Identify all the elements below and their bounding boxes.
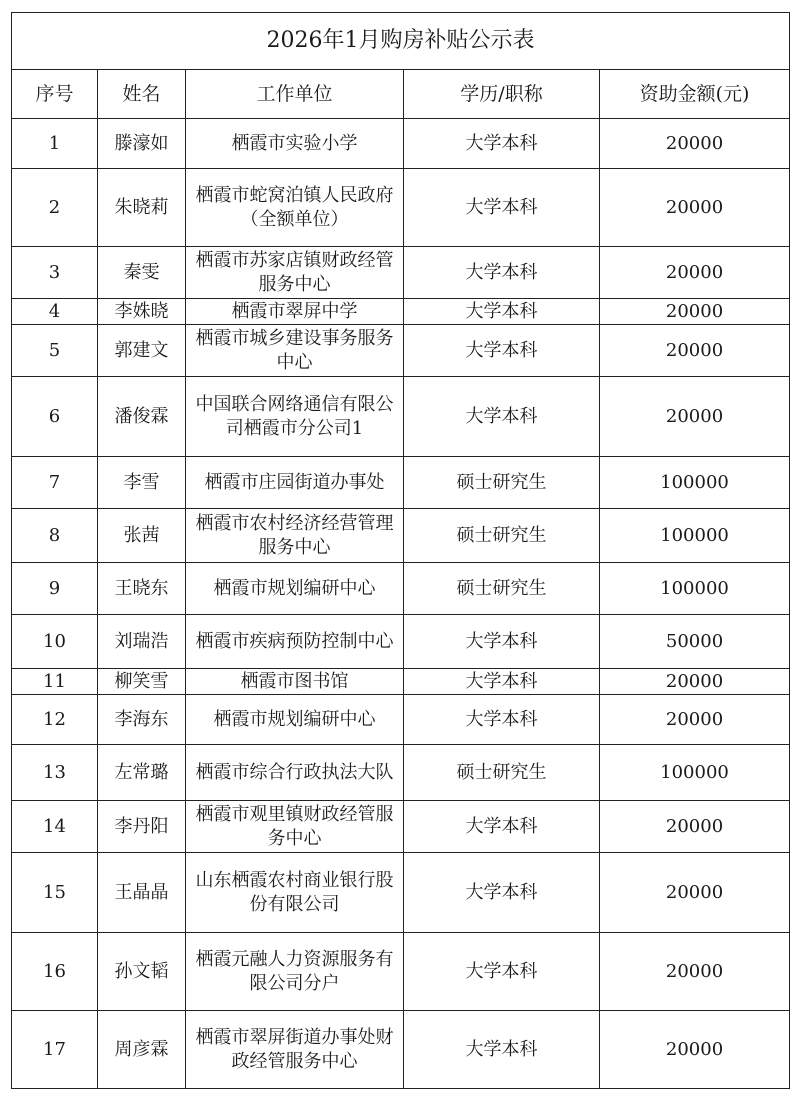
cell-education: 硕士研究生 — [404, 563, 600, 615]
table-row — [12, 669, 790, 695]
cell-amount: 20000 — [600, 119, 790, 169]
cell-amount: 20000 — [600, 853, 790, 933]
cell-index: 14 — [12, 801, 98, 853]
cell-amount: 20000 — [600, 169, 790, 247]
cell-unit: 栖霞市图书馆 — [186, 669, 404, 695]
cell-education: 大学本科 — [404, 377, 600, 457]
table-row — [12, 299, 790, 325]
col-header-education: 学历/职称 — [404, 70, 600, 119]
cell-name: 王晓东 — [98, 563, 186, 615]
table-row — [12, 1011, 790, 1089]
cell-unit: 山东栖霞农村商业银行股份有限公司 — [186, 853, 404, 933]
cell-unit: 栖霞市实验小学 — [186, 119, 404, 169]
table-row — [12, 247, 790, 299]
cell-index: 11 — [12, 669, 98, 695]
cell-education: 大学本科 — [404, 669, 600, 695]
col-header-amount: 资助金额(元) — [600, 70, 790, 119]
cell-amount: 100000 — [600, 563, 790, 615]
cell-index: 12 — [12, 695, 98, 745]
cell-unit: 栖霞市城乡建设事务服务中心 — [186, 325, 404, 377]
col-header-name: 姓名 — [98, 70, 186, 119]
cell-education: 硕士研究生 — [404, 745, 600, 801]
table-row — [12, 695, 790, 745]
cell-education: 大学本科 — [404, 933, 600, 1011]
cell-index: 15 — [12, 853, 98, 933]
cell-index: 17 — [12, 1011, 98, 1089]
cell-index: 10 — [12, 615, 98, 669]
cell-amount: 20000 — [600, 933, 790, 1011]
cell-amount: 20000 — [600, 299, 790, 325]
cell-education: 硕士研究生 — [404, 509, 600, 563]
cell-unit: 栖霞元融人力资源服务有限公司分户 — [186, 933, 404, 1011]
cell-name: 李丹阳 — [98, 801, 186, 853]
cell-amount: 20000 — [600, 325, 790, 377]
cell-unit: 栖霞市规划编研中心 — [186, 563, 404, 615]
table-row — [12, 169, 790, 247]
cell-education: 大学本科 — [404, 247, 600, 299]
cell-amount: 20000 — [600, 669, 790, 695]
cell-index: 6 — [12, 377, 98, 457]
table-row — [12, 563, 790, 615]
cell-index: 1 — [12, 119, 98, 169]
cell-amount: 100000 — [600, 745, 790, 801]
cell-unit: 栖霞市农村经济经营管理服务中心 — [186, 509, 404, 563]
cell-name: 潘俊霖 — [98, 377, 186, 457]
cell-name: 滕濠如 — [98, 119, 186, 169]
table-row — [12, 325, 790, 377]
col-header-unit: 工作单位 — [186, 70, 404, 119]
cell-amount: 20000 — [600, 1011, 790, 1089]
cell-unit: 栖霞市翠屏街道办事处财政经管服务中心 — [186, 1011, 404, 1089]
cell-education: 大学本科 — [404, 169, 600, 247]
table-row — [12, 933, 790, 1011]
cell-amount: 50000 — [600, 615, 790, 669]
cell-index: 9 — [12, 563, 98, 615]
cell-amount: 100000 — [600, 457, 790, 509]
cell-index: 7 — [12, 457, 98, 509]
cell-education: 大学本科 — [404, 695, 600, 745]
cell-amount: 100000 — [600, 509, 790, 563]
cell-name: 王晶晶 — [98, 853, 186, 933]
cell-education: 硕士研究生 — [404, 457, 600, 509]
cell-education: 大学本科 — [404, 119, 600, 169]
cell-name: 郭建文 — [98, 325, 186, 377]
cell-education: 大学本科 — [404, 325, 600, 377]
cell-unit: 栖霞市疾病预防控制中心 — [186, 615, 404, 669]
cell-unit: 栖霞市蛇窝泊镇人民政府（全额单位） — [186, 169, 404, 247]
cell-unit: 栖霞市苏家店镇财政经管服务中心 — [186, 247, 404, 299]
cell-education: 大学本科 — [404, 801, 600, 853]
cell-name: 李姝晓 — [98, 299, 186, 325]
cell-amount: 20000 — [600, 695, 790, 745]
cell-education: 大学本科 — [404, 853, 600, 933]
cell-name: 李雪 — [98, 457, 186, 509]
cell-unit: 中国联合网络通信有限公司栖霞市分公司1 — [186, 377, 404, 457]
table-title: 2026年1月购房补贴公示表 — [12, 13, 790, 70]
cell-name: 李海东 — [98, 695, 186, 745]
cell-index: 16 — [12, 933, 98, 1011]
table-body — [12, 119, 790, 1089]
cell-index: 2 — [12, 169, 98, 247]
cell-name: 秦雯 — [98, 247, 186, 299]
cell-unit: 栖霞市翠屏中学 — [186, 299, 404, 325]
table-row — [12, 457, 790, 509]
cell-amount: 20000 — [600, 377, 790, 457]
cell-index: 8 — [12, 509, 98, 563]
cell-name: 左常璐 — [98, 745, 186, 801]
cell-education: 大学本科 — [404, 299, 600, 325]
cell-unit: 栖霞市规划编研中心 — [186, 695, 404, 745]
table-row — [12, 509, 790, 563]
cell-amount: 20000 — [600, 247, 790, 299]
table-row — [12, 615, 790, 669]
cell-name: 刘瑞浩 — [98, 615, 186, 669]
table-row — [12, 745, 790, 801]
cell-index: 4 — [12, 299, 98, 325]
cell-unit: 栖霞市庄园街道办事处 — [186, 457, 404, 509]
cell-name: 朱晓莉 — [98, 169, 186, 247]
table-row — [12, 801, 790, 853]
table-row — [12, 377, 790, 457]
cell-index: 3 — [12, 247, 98, 299]
col-header-index: 序号 — [12, 70, 98, 119]
header-row — [12, 70, 790, 119]
cell-name: 张茜 — [98, 509, 186, 563]
table-row — [12, 119, 790, 169]
subsidy-table — [11, 12, 790, 1089]
cell-index: 5 — [12, 325, 98, 377]
cell-unit: 栖霞市观里镇财政经管服务中心 — [186, 801, 404, 853]
cell-education: 大学本科 — [404, 615, 600, 669]
cell-index: 13 — [12, 745, 98, 801]
cell-education: 大学本科 — [404, 1011, 600, 1089]
cell-name: 孙文韬 — [98, 933, 186, 1011]
cell-unit: 栖霞市综合行政执法大队 — [186, 745, 404, 801]
cell-name: 周彦霖 — [98, 1011, 186, 1089]
cell-name: 柳笑雪 — [98, 669, 186, 695]
table-row — [12, 853, 790, 933]
cell-amount: 20000 — [600, 801, 790, 853]
